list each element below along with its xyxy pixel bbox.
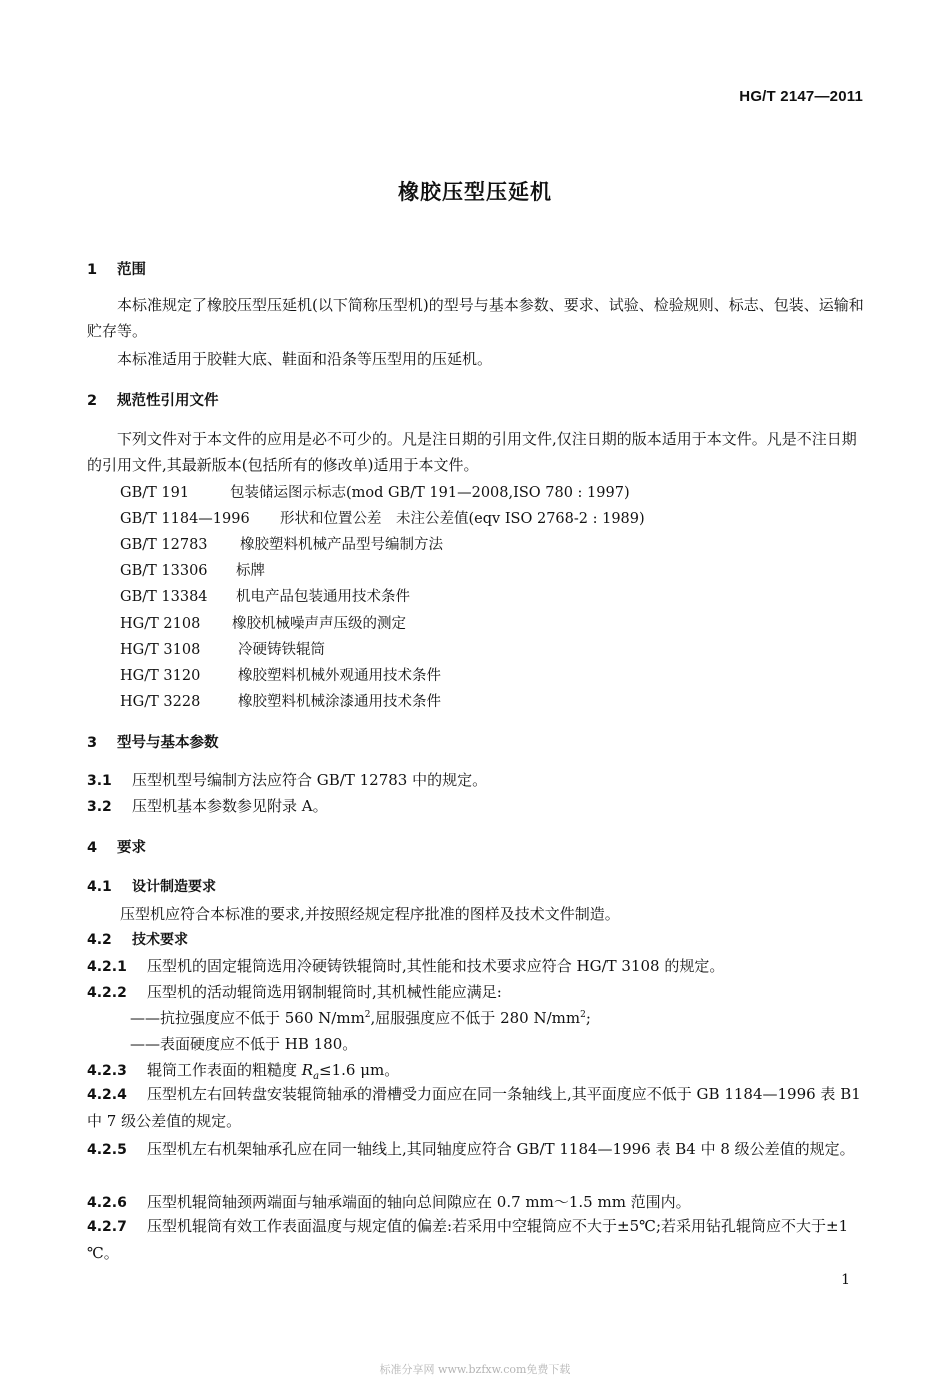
clause-text: 压型机辊筒轴颈两端面与轴承端面的轴向总间隙应在 0.7 mm～1.5 mm 范围内。 [147, 1193, 691, 1211]
section-title: 范围 [117, 262, 146, 278]
item-text: ; [585, 1009, 591, 1027]
clause-number: 3.1 [87, 773, 112, 789]
section-1-paragraph-2: 本标准适用于胶鞋大底、鞋面和沿条等压型用的压延机。 [117, 350, 493, 368]
reference-code: GB/T 13384 [120, 589, 208, 605]
section-2-heading [87, 389, 219, 410]
section-4-heading [87, 836, 146, 857]
clause-number: 4.2.3 [87, 1063, 127, 1079]
page-number: 1 [841, 1272, 850, 1288]
reference-title: 橡胶塑料机械产品型号编制方法 [240, 537, 443, 553]
superscript: 2 [580, 1010, 586, 1020]
clause-4-2-2-item-2: ——表面硬度应不低于 HB 180。 [130, 1035, 358, 1053]
reference-title: 标牌 [236, 563, 265, 579]
clause-4-2-6 [87, 1191, 691, 1212]
reference-code: HG/T 2108 [120, 616, 201, 632]
section-title: 型号与基本参数 [117, 735, 219, 751]
roughness-subscript: a [313, 1071, 320, 1082]
section-title: 要求 [117, 840, 146, 856]
clause-text: 辊筒工作表面的粗糙度 [147, 1061, 302, 1079]
clause-4-2-1 [87, 955, 724, 976]
reference-title: 橡胶机械噪声声压级的测定 [232, 616, 406, 632]
clause-text: 压型机的活动辊筒选用钢制辊筒时,其机械性能应满足: [147, 983, 502, 1001]
item-text: ——抗拉强度应不低于 560 N/mm [130, 1009, 365, 1027]
section-title: 规范性引用文件 [117, 393, 219, 409]
reference-code: GB/T 1184—1996 [120, 511, 250, 527]
reference-item [120, 533, 443, 554]
clause-number: 4.1 [87, 879, 112, 895]
item-text: ,屈服强度应不低于 280 N/mm [370, 1009, 581, 1027]
clause-number: 3.2 [87, 799, 112, 815]
section-number: 1 [87, 262, 98, 278]
clause-4-1-heading [87, 876, 216, 896]
clause-text: 压型机型号编制方法应符合 GB/T 12783 中的规定。 [132, 771, 488, 789]
clause-4-2-2-item-1 [130, 1007, 591, 1028]
clause-4-2-4 [87, 1081, 867, 1134]
clause-4-1-text: 压型机应符合本标准的要求,并按照经规定程序批准的图样及技术文件制造。 [120, 905, 620, 923]
clause-4-2-7 [87, 1213, 867, 1266]
section-3-heading [87, 731, 219, 752]
reference-code: GB/T 191 [120, 485, 190, 501]
footer-watermark: 标准分享网 www.bzfxw.com免费下载 [379, 1363, 571, 1376]
reference-item [120, 507, 645, 528]
clause-number: 4.2.6 [87, 1195, 127, 1211]
reference-item [120, 638, 325, 659]
roughness-symbol: R [301, 1061, 314, 1079]
clause-title: 设计制造要求 [132, 879, 216, 895]
reference-code: HG/T 3108 [120, 642, 201, 658]
clause-number: 4.2.7 [87, 1219, 127, 1235]
clause-text: 压型机左右回转盘安装辊筒轴承的滑槽受力面应在同一条轴线上,其平面度应不低于 GB 1184—1996 表 B1 中 7 级公差值的规定。 [87, 1085, 861, 1130]
section-1-paragraph-1: 本标准规定了橡胶压型压延机(以下简称压型机)的型号与基本参数、要求、试验、检验规则、标志、包装、运输和贮存等。 [87, 296, 864, 340]
reference-title: 包装储运图示标志(mod GB/T 191—2008,ISO 780 : 1997) [230, 485, 630, 501]
reference-title: 冷硬铸铁辊筒 [238, 642, 325, 658]
section-number: 2 [87, 393, 98, 409]
reference-code: HG/T 3228 [120, 694, 201, 710]
reference-title: 机电产品包装通用技术条件 [236, 589, 410, 605]
clause-number: 4.2.1 [87, 959, 127, 975]
clause-4-2-2 [87, 981, 502, 1002]
document-title: 橡胶压型压延机 [398, 180, 552, 204]
reference-code: GB/T 12783 [120, 537, 208, 553]
section-2-intro: 下列文件对于本文件的应用是必不可少的。凡是注日期的引用文件,仅注日期的版本适用于本文件。凡是不注日期的引用文件,其最新版本(包括所有的修改单)适用于本文件。 [87, 430, 857, 474]
clause-text: 压型机辊筒有效工作表面温度与规定值的偏差:若采用中空辊筒应不大于±5℃;若采用钻孔辊筒应不大于±1 ℃。 [87, 1217, 849, 1262]
clause-text: 压型机基本参数参见附录 A。 [132, 797, 328, 815]
reference-item [120, 481, 630, 502]
reference-title: 形状和位置公差 未注公差值(eqv ISO 2768-2 : 1989) [280, 511, 645, 527]
reference-title: 橡胶塑料机械外观通用技术条件 [238, 668, 441, 684]
reference-item [120, 585, 410, 606]
clause-4-2-heading [87, 929, 188, 949]
clause-text: ≤1.6 μm。 [319, 1061, 400, 1079]
reference-item [120, 690, 441, 711]
clause-4-2-5 [87, 1136, 867, 1163]
clause-number: 4.2 [87, 932, 112, 948]
clause-3-1 [87, 769, 487, 790]
section-1-heading [87, 258, 146, 279]
standard-number: HG/T 2147—2011 [739, 88, 863, 105]
clause-number: 4.2.4 [87, 1087, 127, 1103]
clause-number: 4.2.5 [87, 1142, 127, 1158]
reference-item [120, 664, 441, 685]
clause-title: 技术要求 [132, 932, 188, 948]
reference-item [120, 612, 406, 633]
clause-number: 4.2.2 [87, 985, 127, 1001]
reference-title: 橡胶塑料机械涂漆通用技术条件 [238, 694, 441, 710]
superscript: 2 [364, 1010, 371, 1020]
clause-text: 压型机左右机架轴承孔应在同一轴线上,其同轴度应符合 GB/T 1184—1996 表 B4 中 8 级公差值的规定。 [147, 1140, 855, 1158]
reference-code: GB/T 13306 [120, 563, 208, 579]
clause-4-2-3 [87, 1059, 399, 1082]
section-number: 4 [87, 840, 98, 856]
clause-text: 压型机的固定辊筒选用冷硬铸铁辊筒时,其性能和技术要求应符合 HG/T 3108 的规定。 [147, 957, 725, 975]
clause-3-2 [87, 795, 328, 816]
section-number: 3 [87, 735, 98, 751]
reference-code: HG/T 3120 [120, 668, 201, 684]
reference-item [120, 559, 265, 580]
